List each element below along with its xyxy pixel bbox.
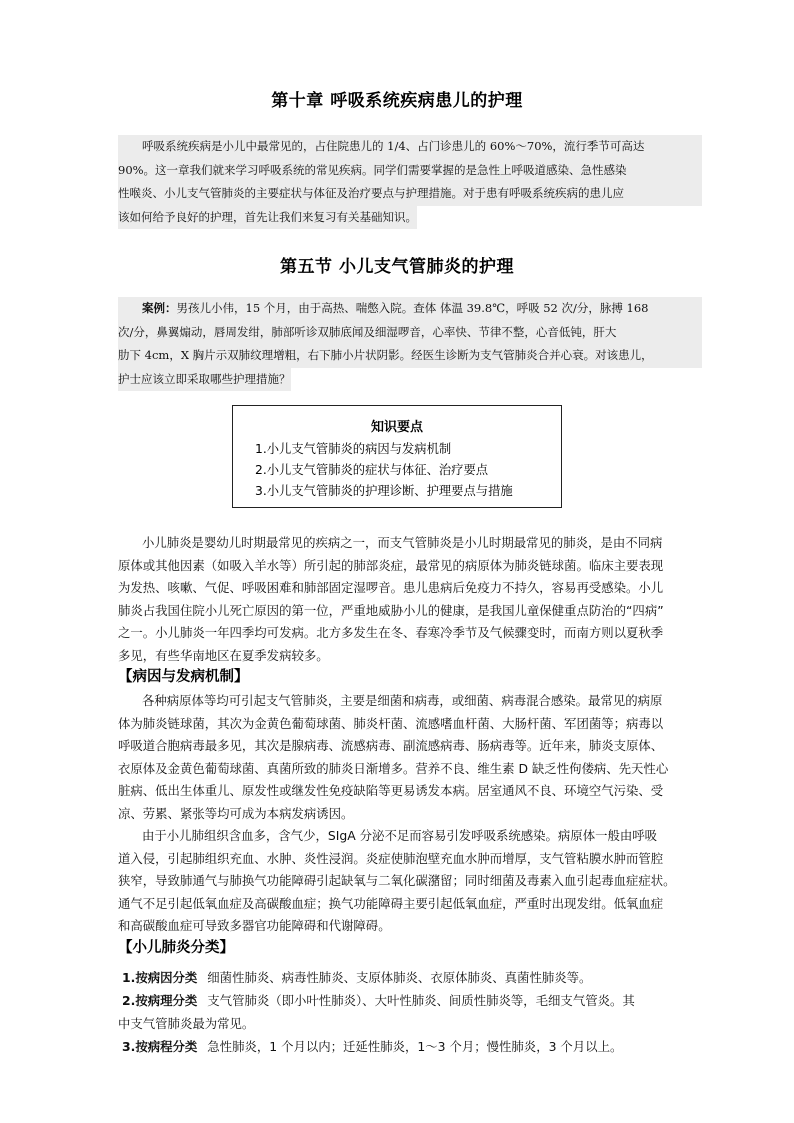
text-line: 肺炎占我国住院小儿死亡原因的第一位，严重地威胁小儿的健康，是我国儿童保健重点防治的“四病” — [118, 602, 664, 618]
case-line: 次/分，鼻翼煽动，唇周发绀，肺部听诊双肺底闻及细湿啰音，心率快、节律不整，心音低钝，肝大 — [118, 321, 702, 345]
etiology-paragraph — [118, 690, 702, 826]
text-line: 多见，有些华南地区在夏季发病较多。 — [118, 647, 329, 663]
overview-paragraph — [118, 532, 702, 668]
classification-text: 支气管肺炎（即小叶性肺炎）、大叶性肺炎、间质性肺炎等，毛细支气管炎。其 — [207, 993, 635, 1008]
intro-line: 呼吸系统疾病是小儿中最常见的，占住院患儿的 1/4、占门诊患儿的 60%～70%，流行季节可高达 — [118, 135, 702, 159]
pathogenesis-paragraph — [118, 825, 702, 938]
text-line: 呼吸道合胞病毒最多见，其次是腺病毒、流感病毒、副流感病毒、肠病毒等。近年来，肺炎支原体、 — [118, 738, 664, 754]
case-text: 男孩儿小伟，15 个月，由于高热、喘憋入院。查体 体温 39.8℃，呼吸 52 次/分，脉搏 168 — [176, 301, 649, 315]
knowledge-title: 知识要点 — [370, 420, 423, 435]
case-lead: 案例： — [142, 301, 177, 315]
classification-label: 1.按病因分类 — [122, 970, 198, 985]
intro-line: 90%。这一章我们就来学习呼吸系统的常见疾病。同学们需要掌握的是急性上呼吸道感染、急性感染 — [118, 159, 702, 183]
text-line: 体为肺炎链球菌，其次为金黄色葡萄球菌、肺炎杆菌、流感嗜血杆菌、大肠杆菌、军团菌等；病毒以 — [118, 715, 664, 731]
heading-classification: 【小儿肺炎分类】 — [118, 940, 234, 956]
classification-label: 2.按病理分类 — [122, 993, 198, 1008]
text-line: 小儿肺炎是婴幼儿时期最常见的疾病之一，而支气管肺炎是小儿时期最常见的肺炎，是由不同病 — [142, 535, 663, 550]
case-paragraph — [118, 297, 702, 391]
text-line: 衣原体及金黄色葡萄球菌、真菌所致的肺炎日渐增多。营养不良、维生素 D 缺乏性佝偻病、先天性心 — [118, 760, 669, 776]
text-line: 狭窄，导致肺通气与肺换气功能障碍引起缺氧与二氧化碳潴留；同时细菌及毒素入血引起毒血症症状。 — [118, 873, 676, 889]
case-line: 护士应该立即采取哪些护理措施？ — [118, 368, 291, 392]
text-line: 道入侵，引起肺组织充血、水肿、炎性浸润。炎症使肺泡壁充血水肿而增厚，支气管粘膜水肿而管腔 — [118, 850, 664, 866]
text-line: 为发热、咳嗽、气促、呼吸困难和肺部固定湿啰音。患儿患病后免疫力不持久，容易再受感染。小儿 — [118, 580, 664, 596]
section-title: 第五节 小儿支气管肺炎的护理 — [280, 257, 514, 277]
heading-etiology: 【病因与发病机制】 — [118, 669, 249, 685]
classification-text: 细菌性肺炎、病毒性肺炎、支原体肺炎、衣原体肺炎、真菌性肺炎等。 — [207, 970, 592, 985]
classification-continuation: 中支气管肺炎最为常见。 — [118, 1016, 255, 1031]
classification-list — [118, 966, 702, 1058]
text-line: 各种病原体等均可引起支气管肺炎，主要是细菌和病毒，或细菌、病毒混合感染。最常见的病原 — [142, 693, 663, 708]
intro-line: 该如何给予良好的护理，首先让我们来复习有关基础知识。 — [118, 206, 417, 230]
knowledge-item: 1.小儿支气管肺炎的病因与发病机制 — [255, 442, 452, 456]
text-line: 脏病、低出生体重儿、原发性或继发性免疫缺陷等更易诱发本病。居室通风不良、环境空气污染、受 — [118, 783, 664, 799]
text-line: 原体或其他因素（如吸入羊水等）所引起的肺部炎症，最常见的病原体为肺炎链球菌。临床主要表现 — [118, 557, 664, 573]
classification-item — [118, 989, 702, 1012]
text-line: 之一。小儿肺炎一年四季均可发病。北方多发生在冬、春寒冷季节及气候骤变时，而南方则以夏秋季 — [118, 625, 664, 641]
classification-item — [118, 966, 702, 989]
intro-paragraph — [118, 135, 702, 229]
classification-item — [118, 1035, 702, 1058]
case-line: 肋下 4cm，X 胸片示双肺纹理增粗，右下肺小片状阴影。经医生诊断为支气管肺炎合并心衰。对该患儿， — [118, 344, 702, 368]
chapter-title: 第十章 呼吸系统疾病患儿的护理 — [271, 91, 523, 111]
text-line: 凉、劳累、紧张等均可成为本病发病诱因。 — [118, 805, 354, 821]
knowledge-list — [233, 439, 561, 502]
knowledge-box — [232, 405, 562, 508]
text-line: 通气不足引起低氧血症及高碳酸血症；换气功能障碍主要引起低氧血症，严重时出现发绀。低氧血症 — [118, 895, 664, 911]
case-line — [118, 297, 702, 321]
text-line: 和高碳酸血症可导致多器官功能障碍和代谢障碍。 — [118, 918, 391, 934]
classification-text: 急性肺炎，1 个月以内；迁延性肺炎，1～3 个月；慢性肺炎，3 个月以上。 — [207, 1039, 623, 1054]
knowledge-item: 3.小儿支气管肺炎的护理诊断、护理要点与措施 — [255, 484, 513, 498]
text-line: 由于小儿肺组织含血多，含气少，SIgA 分泌不足而容易引发呼吸系统感染。病原体一般由呼吸 — [142, 828, 658, 843]
intro-line: 性喉炎、小儿支气管肺炎的主要症状与体征及治疗要点与护理措施。对于患有呼吸系统疾病的患儿应 — [118, 182, 702, 206]
knowledge-item: 2.小儿支气管肺炎的症状与体征、治疗要点 — [255, 463, 489, 477]
classification-label: 3.按病程分类 — [122, 1039, 198, 1054]
